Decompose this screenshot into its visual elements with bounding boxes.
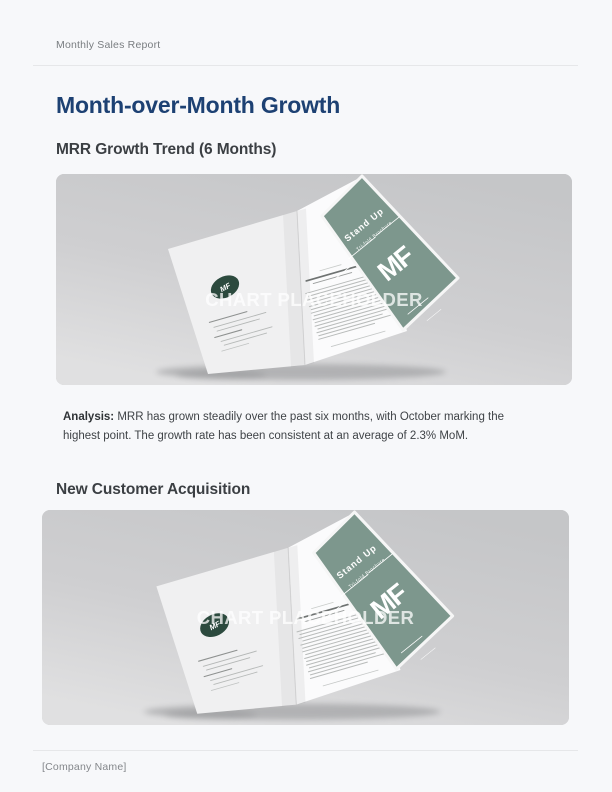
chart-placeholder-mrr [56,174,572,385]
brochure-mockup-image [56,174,572,385]
chart-placeholder-label: CHART PLACEHOLDER [196,606,415,628]
chart-placeholder-label: CHART PLACEHOLDER [205,288,423,310]
brochure-mockup-image [42,510,569,725]
chart-placeholder-acquisition [42,510,569,725]
analysis-paragraph [63,408,533,445]
running-header: Monthly Sales Report [56,39,161,51]
header-divider [33,65,578,66]
section-heading-mrr-growth: MRR Growth Trend (6 Months) [56,141,277,158]
footer-company-name: [Company Name] [42,761,127,773]
footer-divider [33,750,578,751]
analysis-label: Analysis: [63,411,115,423]
analysis-text: MRR has grown steadily over the past six months, with October marking the highest point. The growth rate has been consistent at an average of 2.3% MoM. [63,411,505,442]
page-title: Month-over-Month Growth [56,92,341,118]
section-heading-new-customer-acquisition: New Customer Acquisition [56,481,251,498]
